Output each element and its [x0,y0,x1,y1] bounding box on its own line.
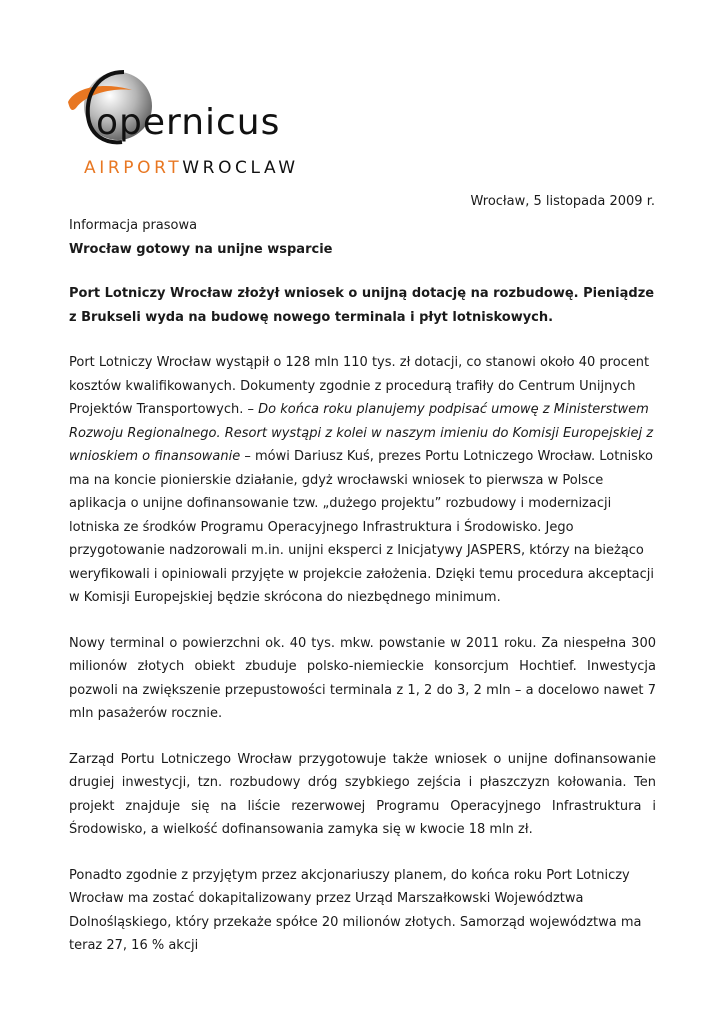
paragraph-2: Nowy terminal o powierzchni ok. 40 tys. mkw. powstanie w 2011 roku. Za niespełna 300 milionów złotych obiekt zbuduje polsko-niemieckie konsorcjum Hochtief. Inwestycja pozwoli na zwiększenie przepustowości terminala z 1, 2 do 3, 2 mln – a docelowo nawet 7 mln pasażerów rocznie. [69,635,656,721]
paragraph-1-quote: Do końca roku planujemy podpisać umowę z Ministerstwem Rozwoju Regionalnego. Resort wystąpi z kolei w naszym imieniu do Komisji Europejskiej z wnioskiem o finansowanie [69,402,654,464]
paragraph-1-part-b: – mówi Dariusz Kuś, prezes Portu Lotniczego Wrocław. Lotnisko ma na koncie pionierskie działanie, gdyż wrocławski wniosek to pierwsza w Polsce aplikacja o unijne dofinansowanie tzw. „dużego projektu” rozbudowy i modernizacji lotniska ze środków Programu Operacyjnego Infrastruktura i Środowisko. Jego przygotowanie nadzorowali m.in. unijni eksperci z Inicjatywy JASPERS, którzy na bieżąco weryfikowali i opiniowali przyjęte w projekcie założenia. Dzięki temu procedura akceptacji w Komisji Europejskiej będzie skrócona do niezbędnego minimum. [69,449,655,605]
logo-city-text: WROCLAW [182,158,299,178]
press-release-title: Wrocław gotowy na unijne wsparcie [69,241,333,257]
paragraph-1-part-a: Port Lotniczy Wrocław wystąpił o 128 mln 110 tys. zł dotacji, co stanowi około 40 procent kosztów kwalifikowanych. Dokumenty zgodnie z procedurą trafiły do Centrum Unijnych Projektów Transportowych. – [69,355,650,417]
press-release-body [69,214,656,958]
paragraph-1 [69,351,656,610]
document-date: Wrocław, 5 listopada 2009 r. [470,194,655,209]
logo-airport-text: AIRPORT [84,158,183,178]
logo-wordmark: opernicus [96,102,281,143]
paragraph-4: Ponadto zgodnie z przyjętym przez akcjonariuszy planem, do końca roku Port Lotniczy Wrocław ma zostać dokapitalizowany przez Urząd Marszałkowski Województwa Dolnośląskiego, który przekaże spółce 20 milionów złotych. Samorząd województwa ma teraz 27, 16 % akcji [69,867,642,953]
paragraph-3: Zarząd Portu Lotniczego Wrocław przygotowuje także wniosek o unijne dofinansowanie drugiej inwestycji, tzn. rozbudowy dróg szybkiego zejścia i płaszczyzn kołowania. Ten projekt znajduje się na liście rezerwowej Programu Operacyjnego Infrastruktura i Środowisko, a wielkość dofinansowania zamyka się w kwocie 18 mln zł. [69,751,656,837]
lead-paragraph: Port Lotniczy Wrocław złożył wniosek o unijną dotację na rozbudowę. Pieniądze z Brukseli wyda na budowę nowego terminala i płyt lotniskowych. [69,286,655,325]
document-label: Informacja prasowa [69,218,198,233]
logo-tagline [84,160,299,177]
